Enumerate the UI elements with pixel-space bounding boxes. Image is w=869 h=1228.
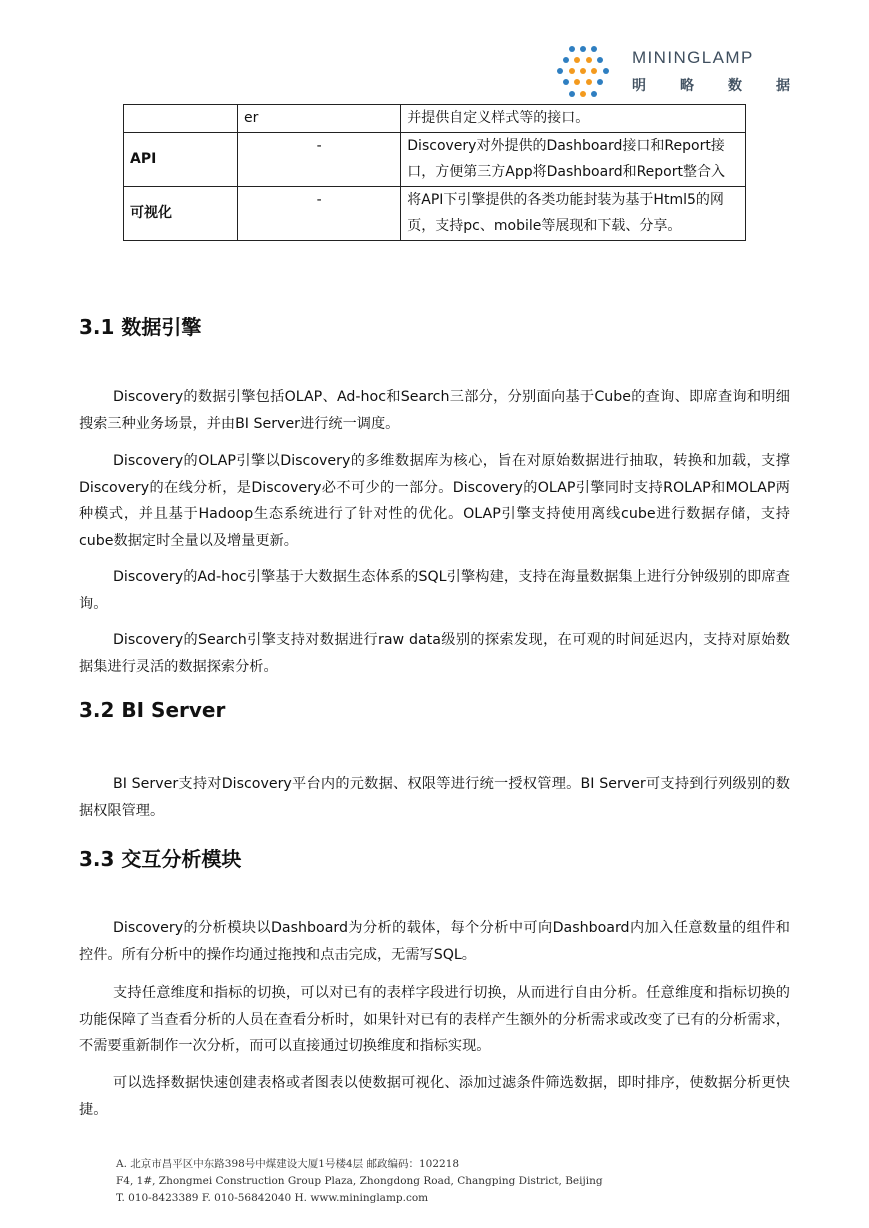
table-cell: API (124, 132, 238, 186)
paragraph: Discovery的Search引擎支持对数据进行raw data级别的探索发现，在可观的时间延迟内，支持对原始数据集进行灵活的数据探索分析。 (79, 632, 790, 675)
page-footer (116, 1156, 603, 1207)
table-cell: Discovery对外提供的Dashboard接口和Report接口，方便第三方App将Dashboard和Report整合入 (401, 132, 746, 186)
paragraph: Discovery的Ad-hoc引擎基于大数据生态体系的SQL引擎构建，支持在海量数据集上进行分钟级别的即席查询。 (79, 569, 790, 612)
table-row (124, 186, 746, 240)
table-cell: 将API下引擎提供的各类功能封装为基于Html5的网页，支持pc、mobile等展现和下载、分享。 (401, 186, 746, 240)
logo-cn (632, 75, 790, 95)
paragraph: 可以选择数据快速创建表格或者图表以使数据可视化、添加过滤条件筛选数据，即时排序，使数据分析更快捷。 (79, 1075, 790, 1118)
table-cell: 并提供自定义样式等的接口。 (401, 105, 746, 133)
logo-dots-icon (552, 44, 616, 102)
logo-cn-char: 明 (632, 78, 646, 94)
component-table (123, 104, 746, 241)
table-row (124, 105, 746, 133)
footer-contact: T. 010-8423389 F. 010-56842040 H. www.mininglamp.com (116, 1192, 429, 1204)
table-cell: - (238, 186, 401, 240)
footer-address-cn: A. 北京市昌平区中东路398号中煤建设大厦1号楼4层 邮政编码：102218 (116, 1158, 460, 1170)
section-heading: 3.2 BI Server (79, 698, 226, 722)
footer-address-en: F4, 1#, Zhongmei Construction Group Plaza, Zhongdong Road, Changping District, Beijing (116, 1175, 603, 1187)
logo-cn-char: 数 (728, 78, 742, 94)
logo-name: MININGLAMP (632, 48, 754, 67)
paragraph: Discovery的分析模块以Dashboard为分析的载体，每个分析中可向Dashboard内加入任意数量的组件和控件。所有分析中的操作均通过拖拽和点击完成，无需写SQL。 (79, 920, 790, 963)
section-heading: 3.1 数据引擎 (79, 315, 202, 339)
paragraph: Discovery的OLAP引擎以Discovery的多维数据库为核心，旨在对原始数据进行抽取，转换和加载，支撑Discovery的在线分析，是Discovery必不可少的一部分。Discovery的OLAP引擎同时支持ROLAP和MOLAP两种模式，并且基于Hadoop生态系统进行了针对性的优化。OLAP引擎支持使用离线cube进行数据存储，支持cube数据定时全量以及增量更新。 (79, 453, 790, 549)
paragraph: BI Server支持对Discovery平台内的元数据、权限等进行统一授权管理。BI Server可支持到行列级别的数据权限管理。 (79, 776, 790, 819)
table-cell: - (238, 132, 401, 186)
logo-cn-char: 据 (776, 78, 790, 94)
table-cell: er (238, 105, 401, 133)
paragraph: Discovery的数据引擎包括OLAP、Ad-hoc和Search三部分，分别面向基于Cube的查询、即席查询和明细搜索三种业务场景，并由BI Server进行统一调度。 (79, 389, 790, 432)
paragraph: 支持任意维度和指标的切换，可以对已有的表样字段进行切换，从而进行自由分析。任意维度和指标切换的功能保障了当查看分析的人员在查看分析时，如果针对已有的表样产生额外的分析需求或改变了已有的分析需求，不需要重新制作一次分析，而可以直接通过切换维度和指标实现。 (79, 985, 790, 1054)
table-row (124, 132, 746, 186)
table-cell (124, 105, 238, 133)
logo-cn-char: 略 (680, 78, 694, 94)
table-cell: 可视化 (124, 186, 238, 240)
section-heading: 3.3 交互分析模块 (79, 847, 242, 871)
company-logo (552, 44, 792, 102)
